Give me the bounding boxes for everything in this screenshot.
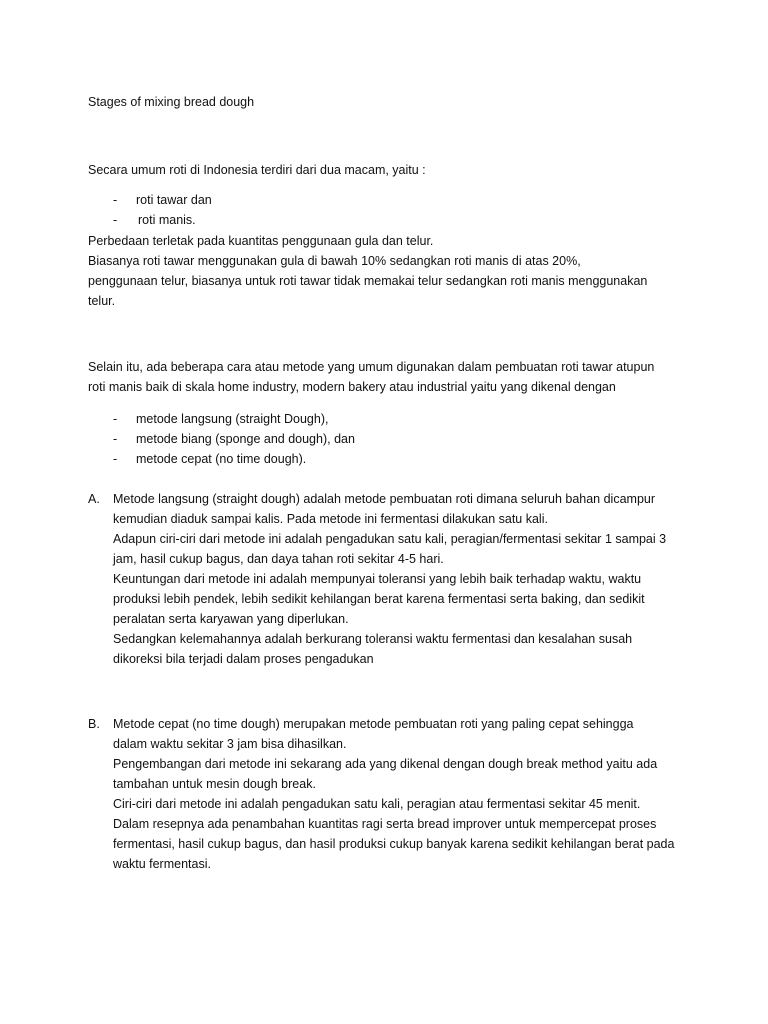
section-a-line: jam, hasil cukup bagus, dan daya tahan roti sekitar 4-5 hari. [113, 552, 444, 566]
bullet-text: metode cepat (no time dough). [136, 452, 307, 466]
bullet-text: roti tawar dan [136, 193, 212, 207]
bullet-dash: - [113, 452, 118, 466]
paragraph-line: penggunaan telur, biasanya untuk roti tawar tidak memakai telur sedangkan roti manis menggunakan [88, 274, 648, 288]
section-b-line: Pengembangan dari metode ini sekarang ada yang dikenal dengan dough break method yaitu ada [113, 757, 658, 771]
section-b-line: Dalam resepnya ada penambahan kuantitas ragi serta bread improver untuk mempercepat proses [113, 817, 657, 831]
section-a-line: Keuntungan dari metode ini adalah mempunyai toleransi yang lebih baik terhadap waktu, waktu [113, 572, 642, 586]
section-a-line: Metode langsung (straight dough) adalah metode pembuatan roti dimana seluruh bahan dicampur [113, 492, 656, 506]
paragraph-line: Perbedaan terletak pada kuantitas penggunaan gula dan telur. [88, 234, 434, 248]
paragraph-line: telur. [88, 294, 116, 308]
section-a-line: dikoreksi bila terjadi dalam proses pengadukan [113, 652, 374, 666]
section-b-line: tambahan untuk mesin dough break. [113, 777, 316, 791]
section-b-line: Ciri-ciri dari metode ini adalah pengadukan satu kali, peragian atau fermentasi sekitar 45 menit. [113, 797, 641, 811]
document-title: Stages of mixing bread dough [88, 95, 255, 109]
section-b-line: Metode cepat (no time dough) merupakan metode pembuatan roti yang paling cepat sehingga [113, 717, 634, 731]
paragraph-line: Biasanya roti tawar menggunakan gula di bawah 10% sedangkan roti manis di atas 20%, [88, 254, 581, 268]
section-b-line: waktu fermentasi. [113, 857, 211, 871]
bullet-dash: - [113, 193, 118, 207]
section-a-line: Sedangkan kelemahannya adalah berkurang toleransi waktu fermentasi dan kesalahan susah [113, 632, 633, 646]
bullet-text: roti manis. [138, 213, 196, 227]
section-a-line: peralatan serta karyawan yang diperlukan. [113, 612, 349, 626]
section-a-line: produksi lebih pendek, lebih sedikit kehilangan berat karena fermentasi serta baking, dan sedikit [113, 592, 645, 606]
bullet-dash: - [113, 432, 118, 446]
section-a-line: Adapun ciri-ciri dari metode ini adalah pengadukan satu kali, peragian/fermentasi sekitar 1 sampai 3 [113, 532, 667, 546]
bullet-text: metode biang (sponge and dough), dan [136, 432, 355, 446]
section-b-line: dalam waktu sekitar 3 jam bisa dihasilkan. [113, 737, 347, 751]
bullet-text: metode langsung (straight Dough), [136, 412, 329, 426]
section-b-line: fermentasi, hasil cukup bagus, dan hasil produksi cukup banyak karena sedikit kehilangan berat pada [113, 837, 675, 851]
bullet-dash: - [113, 412, 118, 426]
intro-line: Secara umum roti di Indonesia terdiri dari dua macam, yaitu : [88, 163, 426, 177]
paragraph-line: roti manis baik di skala home industry, modern bakery atau industrial yaitu yang dikenal dengan [88, 380, 616, 394]
section-a-marker: A. [88, 492, 100, 506]
section-b-marker: B. [88, 717, 100, 731]
paragraph-line: Selain itu, ada beberapa cara atau metode yang umum digunakan dalam pembuatan roti tawar atupun [88, 360, 655, 374]
section-a-line: kemudian diaduk sampai kalis. Pada metode ini fermentasi dilakukan satu kali. [113, 512, 548, 526]
bullet-dash: - [113, 213, 118, 227]
